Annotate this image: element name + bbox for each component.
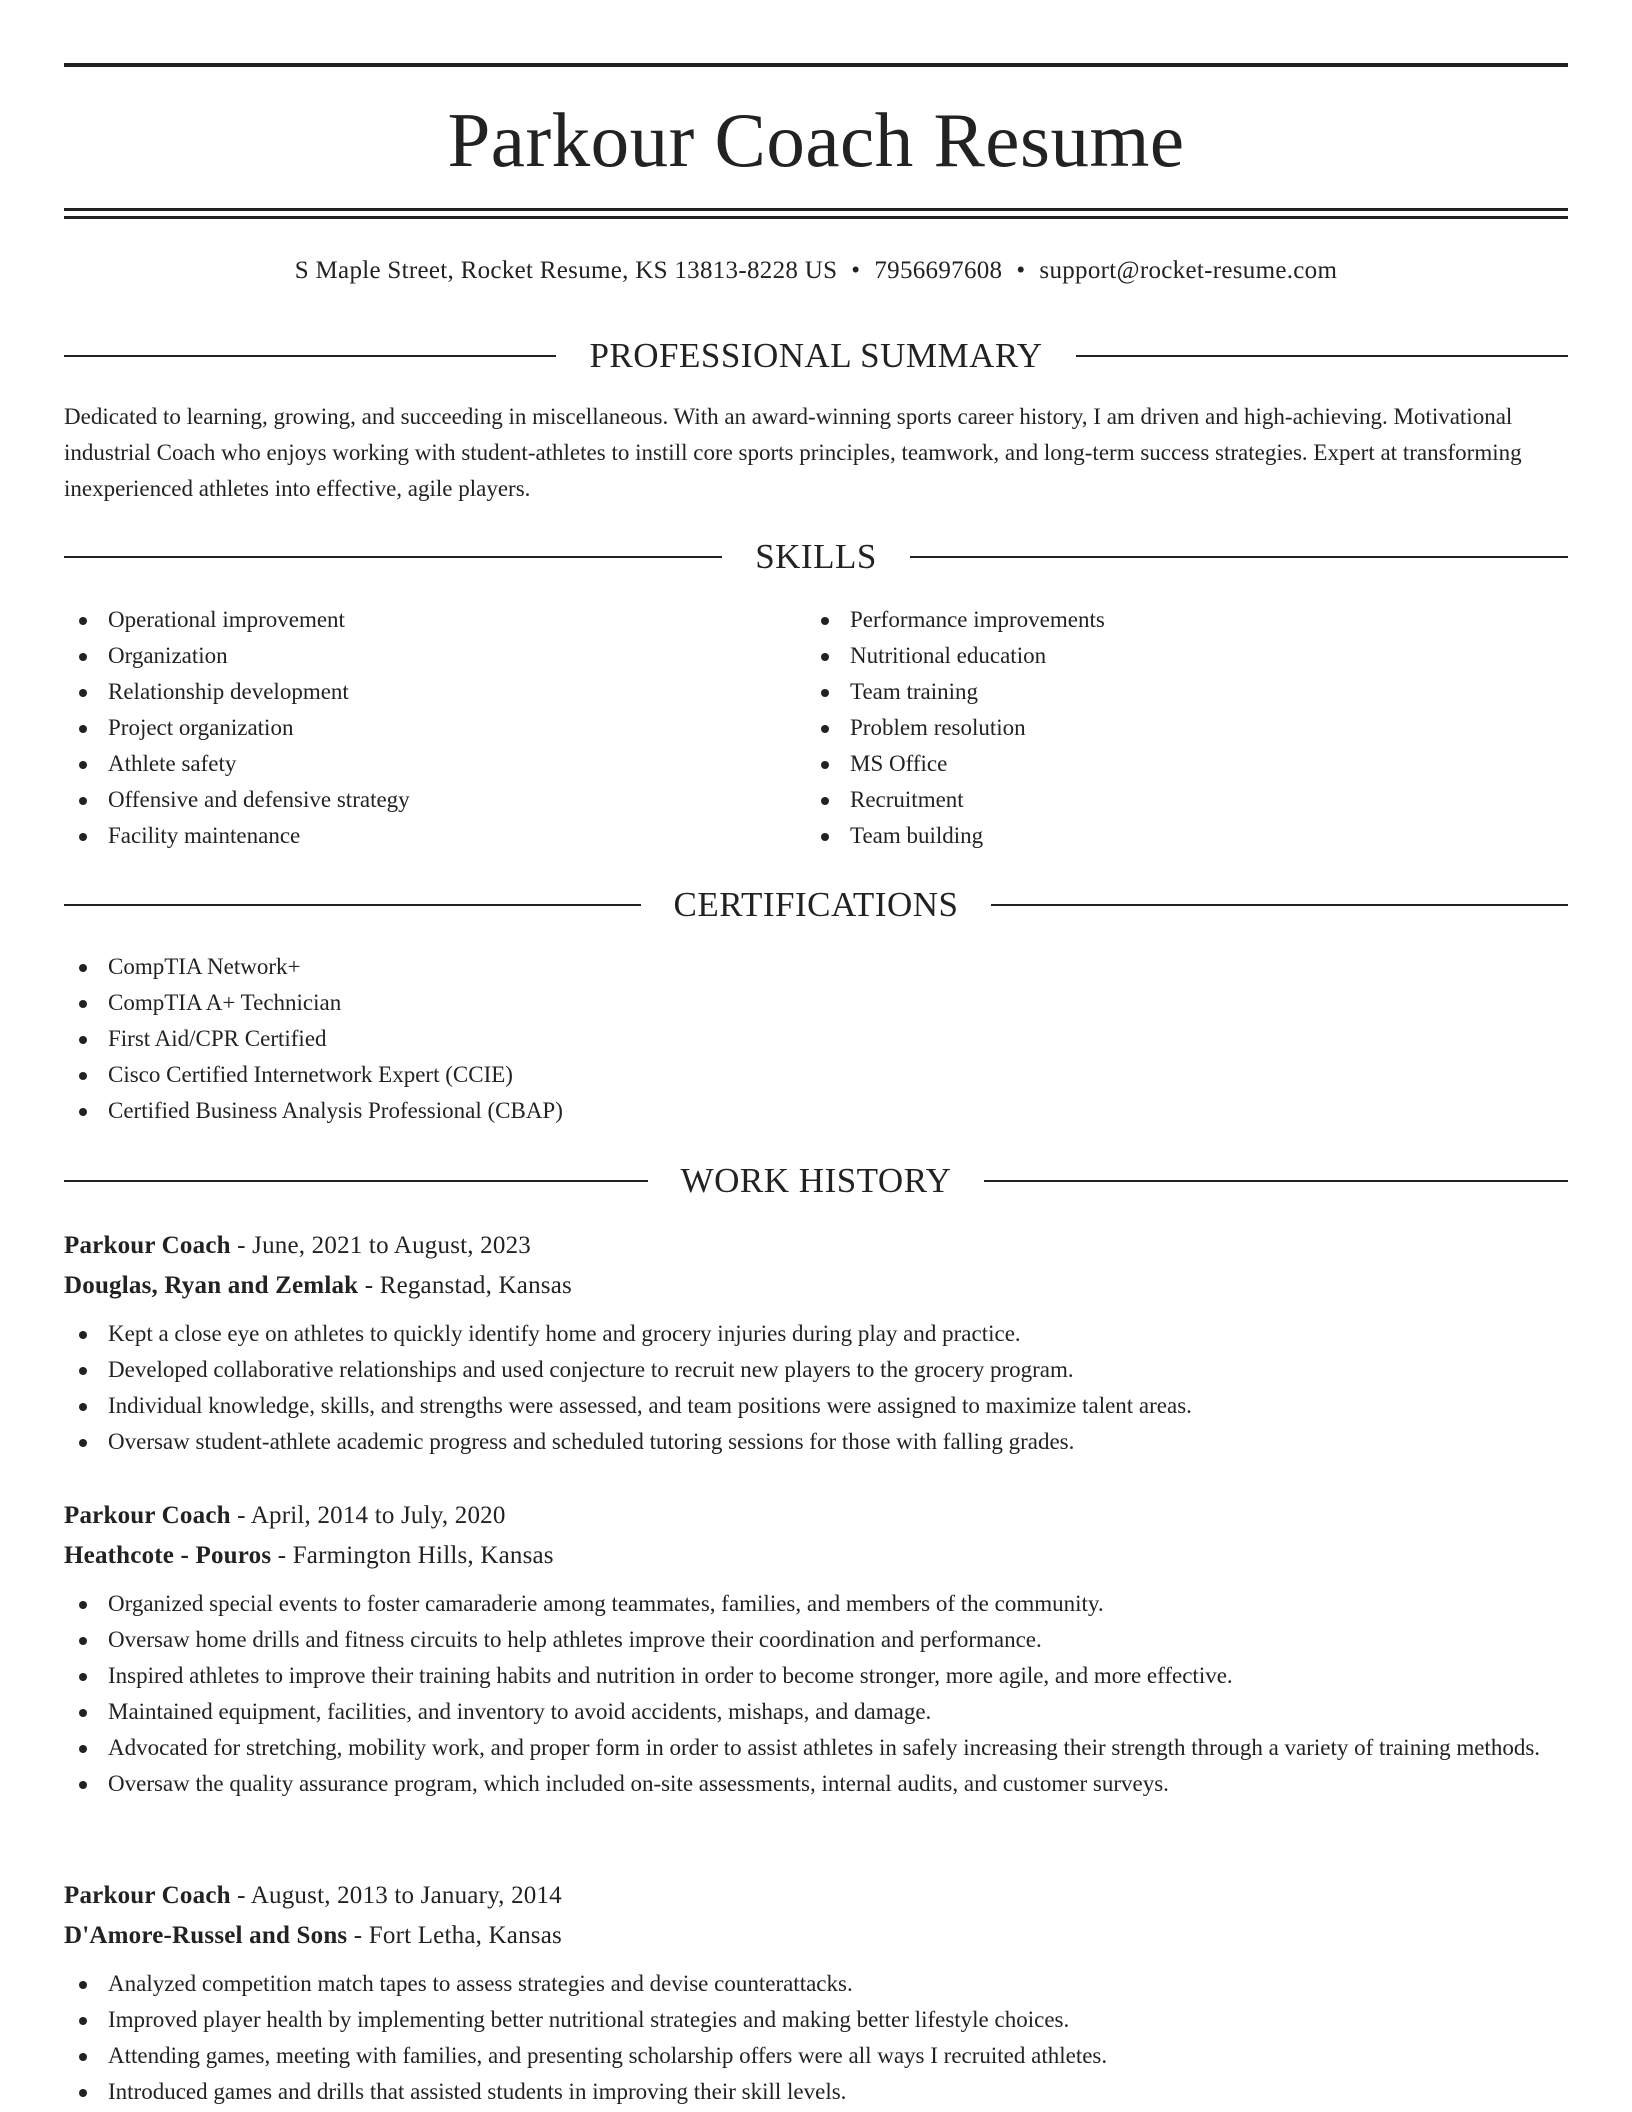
summary-text: Dedicated to learning, growing, and succeeding in miscellaneous. With an award-winning sports career history, I am driven and high-achieving. Motivational industrial Coach who enjoys working with student-athletes to instill core sports principles, teamwork, and long-term success strategies. Expert at transforming inexperienced athletes into effective, agile players.: [64, 404, 1522, 501]
list-item: [806, 674, 1546, 710]
section-title: SKILLS: [755, 537, 877, 576]
list-item: [64, 1766, 1568, 1802]
bullet-dot-icon: [79, 1403, 87, 1411]
list-item: [64, 1057, 1568, 1093]
list-item-text: Attending games, meeting with families, and presenting scholarship offers were all ways I recruited athletes.: [108, 2043, 1108, 2068]
heading-rule: [64, 556, 722, 558]
list-item-text: Oversaw student-athlete academic progress and scheduled tutoring sessions for those with falling grades.: [108, 1429, 1075, 1454]
list-item: [64, 638, 804, 674]
contact-line: [64, 254, 1568, 288]
job-dates: - April, 2014 to July, 2020: [230, 1502, 506, 1529]
list-item: [64, 710, 804, 746]
bullet-dot-icon: [821, 653, 829, 661]
bullet-dot-icon: [79, 833, 87, 841]
list-item-text: Problem resolution: [850, 715, 1026, 740]
list-item: [64, 2038, 1568, 2074]
list-item: [64, 1586, 1568, 1622]
list-item-text: Organization: [108, 643, 228, 668]
contact-phone: 7956697608: [874, 257, 1003, 284]
list-item-text: Inspired athletes to improve their training habits and nutrition in order to become stronger, more agile, and more effective.: [108, 1663, 1233, 1688]
list-item: [64, 746, 804, 782]
job-location: - Reganstad, Kansas: [358, 1272, 572, 1299]
bullet-dot-icon: [79, 1673, 87, 1681]
bullet-dot-icon: [79, 1108, 87, 1116]
job-company-line: [64, 1916, 1568, 1956]
job-company: Heathcote - Pouros: [64, 1542, 272, 1569]
job-dates: - August, 2013 to January, 2014: [230, 1882, 562, 1909]
bullet-dot-icon: [79, 1000, 87, 1008]
list-item: [64, 1730, 1568, 1766]
list-item-text: Athlete safety: [108, 751, 237, 776]
section-heading-summary: [64, 334, 1568, 378]
list-item-text: Oversaw home drills and fitness circuits to help athletes improve their coordination and performance.: [108, 1627, 1042, 1652]
list-item-text: First Aid/CPR Certified: [108, 1026, 327, 1051]
list-item: [64, 1352, 1568, 1388]
job-entry: [64, 1226, 1568, 1460]
list-item: [806, 602, 1546, 638]
list-item: [806, 638, 1546, 674]
list-item-text: Oversaw the quality assurance program, which included on-site assessments, internal audits, and customer surveys.: [108, 1771, 1169, 1796]
top-rule: [64, 63, 1568, 67]
job-title: Parkour Coach: [64, 1882, 231, 1909]
job-company-line: [64, 1266, 1568, 1306]
bullet-dot-icon: [79, 1331, 87, 1339]
contact-email: support@rocket-resume.com: [1039, 257, 1338, 284]
job-title-line: [64, 1496, 1568, 1536]
section-heading-skills: [64, 535, 1568, 579]
section-title: CERTIFICATIONS: [673, 885, 959, 924]
list-item-text: Performance improvements: [850, 607, 1105, 632]
job-duties-list: [64, 1966, 1568, 2110]
bullet-dot-icon: [79, 617, 87, 625]
list-item-text: Team building: [850, 823, 984, 848]
bullet-dot-icon: [79, 2089, 87, 2097]
bullet-dot-icon: [79, 1439, 87, 1447]
list-item: [64, 1694, 1568, 1730]
bullet-dot-icon: [79, 1745, 87, 1753]
list-item-text: Advocated for stretching, mobility work, and proper form in order to assist athletes in safely increasing their strength through a variety of training methods.: [108, 1735, 1541, 1760]
list-item-text: Analyzed competition match tapes to assess strategies and devise counterattacks.: [108, 1971, 853, 1996]
list-item: [64, 2002, 1568, 2038]
job-duties-list: [64, 1586, 1568, 1802]
list-item: [64, 1658, 1568, 1694]
list-item-text: Relationship development: [108, 679, 349, 704]
list-item: [64, 782, 804, 818]
list-item-text: Nutritional education: [850, 643, 1047, 668]
list-item: [64, 602, 804, 638]
list-item-text: Project organization: [108, 715, 294, 740]
certifications-list: [64, 949, 1568, 1129]
job-dates: - June, 2021 to August, 2023: [230, 1232, 531, 1259]
list-item-text: Team training: [850, 679, 979, 704]
job-duties-list: [64, 1316, 1568, 1460]
list-item: [64, 1388, 1568, 1424]
list-item-text: Certified Business Analysis Professional (CBAP): [108, 1098, 563, 1123]
list-item-text: Introduced games and drills that assisted students in improving their skill levels.: [108, 2079, 847, 2104]
bullet-dot-icon: [821, 797, 829, 805]
list-item: [64, 1316, 1568, 1352]
job-location: - Fort Letha, Kansas: [347, 1922, 562, 1949]
bullet-dot-icon: [821, 833, 829, 841]
bullet-dot-icon: [79, 761, 87, 769]
bullet-dot-icon: [79, 1072, 87, 1080]
job-location: - Farmington Hills, Kansas: [271, 1542, 554, 1569]
bullet-dot-icon: [821, 761, 829, 769]
list-item: [64, 1424, 1568, 1460]
list-item: [64, 1021, 1568, 1057]
list-item: [806, 710, 1546, 746]
heading-rule: [910, 556, 1568, 558]
job-company: Douglas, Ryan and Zemlak: [64, 1272, 359, 1299]
job-title: Parkour Coach: [64, 1502, 231, 1529]
heading-rule: [64, 904, 641, 906]
section-title: WORK HISTORY: [680, 1161, 952, 1200]
list-item-text: Facility maintenance: [108, 823, 301, 848]
bullet-dot-icon: [821, 617, 829, 625]
bullet-dot-icon: [79, 2053, 87, 2061]
bullet-dot-icon: [79, 1367, 87, 1375]
section-heading-work-history: [64, 1159, 1568, 1203]
title-rule-lower: [64, 216, 1568, 219]
heading-rule: [1076, 355, 1568, 357]
contact-separator: •: [1016, 257, 1026, 284]
list-item: [64, 949, 1568, 985]
job-entry: [64, 1496, 1568, 1802]
contact-address: S Maple Street, Rocket Resume, KS 13813-8228 US: [294, 257, 838, 284]
list-item: [64, 818, 804, 854]
list-item-text: MS Office: [850, 751, 948, 776]
job-title-line: [64, 1226, 1568, 1266]
bullet-dot-icon: [79, 1036, 87, 1044]
bullet-dot-icon: [79, 1781, 87, 1789]
list-item: [64, 985, 1568, 1021]
list-item-text: Individual knowledge, skills, and strengths were assessed, and team positions were assigned to maximize talent areas.: [108, 1393, 1192, 1418]
list-item: [64, 1093, 1568, 1129]
bullet-dot-icon: [79, 1637, 87, 1645]
bullet-dot-icon: [821, 725, 829, 733]
bullet-dot-icon: [79, 1709, 87, 1717]
bullet-dot-icon: [79, 964, 87, 972]
page-title: Parkour Coach Resume: [447, 97, 1185, 183]
section-heading-certifications: [64, 883, 1568, 927]
bullet-dot-icon: [79, 653, 87, 661]
list-item-text: Organized special events to foster camaraderie among teammates, families, and members of the community.: [108, 1591, 1104, 1616]
bullet-dot-icon: [821, 689, 829, 697]
skills-list-left: [64, 602, 804, 854]
list-item: [806, 818, 1546, 854]
list-item-text: Developed collaborative relationships and used conjecture to recruit new players to the grocery program.: [108, 1357, 1074, 1382]
contact-separator: •: [851, 257, 861, 284]
bullet-dot-icon: [79, 797, 87, 805]
list-item-text: Kept a close eye on athletes to quickly identify home and grocery injuries during play and practice.: [108, 1321, 1021, 1346]
heading-rule: [984, 1180, 1568, 1182]
job-title-line: [64, 1876, 1568, 1916]
list-item: [64, 674, 804, 710]
heading-rule: [991, 904, 1568, 906]
bullet-dot-icon: [79, 1601, 87, 1609]
job-company: D'Amore-Russel and Sons: [64, 1922, 348, 1949]
list-item: [64, 1966, 1568, 2002]
bullet-dot-icon: [79, 1981, 87, 1989]
list-item: [806, 782, 1546, 818]
list-item-text: Offensive and defensive strategy: [108, 787, 410, 812]
heading-rule: [64, 1180, 648, 1182]
list-item: [64, 1622, 1568, 1658]
heading-rule: [64, 355, 556, 357]
bullet-dot-icon: [79, 689, 87, 697]
job-entry: [64, 1876, 1568, 2110]
list-item-text: Improved player health by implementing better nutritional strategies and making better lifestyle choices.: [108, 2007, 1070, 2032]
skills-list-right: [806, 602, 1546, 854]
list-item-text: Maintained equipment, facilities, and inventory to avoid accidents, mishaps, and damage.: [108, 1699, 932, 1724]
list-item-text: CompTIA A+ Technician: [108, 990, 342, 1015]
title-rule-upper: [64, 208, 1568, 211]
job-company-line: [64, 1536, 1568, 1576]
list-item-text: Operational improvement: [108, 607, 345, 632]
bullet-dot-icon: [79, 2017, 87, 2025]
list-item-text: Recruitment: [850, 787, 964, 812]
job-title: Parkour Coach: [64, 1232, 231, 1259]
list-item-text: CompTIA Network+: [108, 954, 301, 979]
list-item: [64, 2074, 1568, 2110]
list-item-text: Cisco Certified Internetwork Expert (CCIE): [108, 1062, 513, 1087]
section-title: PROFESSIONAL SUMMARY: [589, 336, 1043, 375]
list-item: [806, 746, 1546, 782]
bullet-dot-icon: [79, 725, 87, 733]
